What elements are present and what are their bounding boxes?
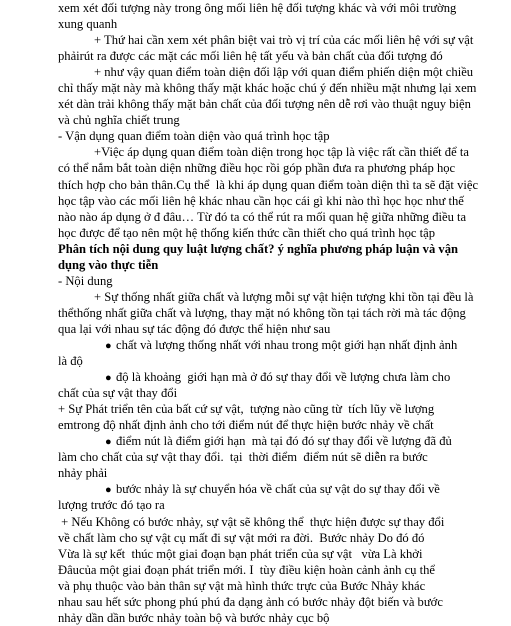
text-line: [58, 64, 503, 80]
text-line: [58, 514, 503, 530]
line-text: chất của sự vật thay đổi: [58, 386, 178, 401]
line-text: xét dàn trải không thấy mặt bản chất của đối tượng nên dễ rơi vào thuật nguy biện: [58, 97, 471, 112]
bullet-icon: ●: [105, 372, 112, 385]
line-text: Đâucủa một giai đoạn phát triển mới. I tùy điều kiện hoàn cảnh ảnh cụ thể: [58, 562, 436, 577]
text-line: [58, 160, 503, 176]
line-text: nhảy phải: [58, 466, 108, 481]
line-text: bước nhảy là sự chuyển hóa về chất của sự vật do sự thay đổi về: [116, 482, 440, 497]
line-text: và phụ thuộc vào bản thân sự vật mà hình thức trực của Bước Nhảy khác: [58, 578, 426, 593]
section-heading: [58, 241, 503, 257]
text-line: [58, 610, 503, 626]
bullet-item: [58, 481, 503, 497]
text-line: [58, 112, 503, 128]
text-line: [58, 385, 503, 401]
line-text: Phân tích nội dung quy luật lượng chất? ý nghĩa phương pháp luận và vận: [58, 241, 459, 256]
line-text: là độ: [58, 354, 83, 369]
text-line: [58, 465, 503, 481]
line-text: lượng trước đó tạo ra: [58, 498, 165, 513]
line-text: nào nào áp dụng ở đ đâu… Từ đó ta có thể rút ra mối quan hệ giữa những điều ta: [58, 209, 467, 224]
line-text: chất và lượng thống nhất với nhau trong một giới hạn nhất định ảnh: [116, 337, 458, 352]
line-text: dụng vào thực tiễn: [58, 257, 159, 272]
text-line: [58, 530, 503, 546]
text-line: [58, 128, 503, 144]
text-line: [58, 96, 503, 112]
line-text: phảirút ra được các mặt các mối liên hệ tất yếu và bản chất của đối tượng đó: [58, 49, 443, 64]
bullet-item: [58, 433, 503, 449]
line-text: thểthống nhất giữa chất và lượng, thay mặt nó không tồn tại tách rời mà tác động: [58, 305, 466, 320]
text-line: [58, 594, 503, 610]
text-line: [58, 449, 503, 465]
line-text: học tập vào các mối liên hệ khác nhau cần học cái gì khi nào thì học học như thế: [58, 193, 464, 208]
text-line: [58, 305, 503, 321]
bullet-icon: ●: [105, 484, 112, 497]
text-line: [58, 0, 503, 16]
line-text: độ là khoảng giới hạn mà ở đó sự thay đổi về lượng chưa làm cho: [116, 370, 451, 385]
line-text: thích hợp cho bản thân.Cụ thể là khi áp dụng quan điểm toàn diện thì ta sẽ đặt việc: [58, 177, 479, 192]
text-line: [58, 546, 503, 562]
line-text: về chất làm cho sự vật cụ mất đi sự vật mới ra đời. Bước nhảy Do đó đó: [58, 530, 425, 545]
line-text: qua lại với nhau sự tác động đó được thể hiện như sau: [58, 321, 331, 336]
line-text: Vừa là sự kết thúc một giai đoạn bạn phát triển của sự vật vừa Là khởi: [58, 546, 423, 561]
text-line: [58, 177, 503, 193]
text-line: [58, 289, 503, 305]
text-line: [58, 562, 503, 578]
line-text: + Thứ hai cần xem xét phân biệt vai trò vị trí của các mối liên hệ với sự vật: [94, 33, 474, 48]
line-text: và chủ nghĩa chiết trung: [58, 113, 180, 128]
text-line: [58, 417, 503, 433]
line-text: làm cho chất của sự vật thay đổi. tại thời điểm điểm nút sẽ diễn ra bước: [58, 450, 428, 465]
bullet-icon: ●: [105, 436, 112, 449]
line-text: - Vận dụng quan điểm toàn diện vào quá trình học tập: [58, 129, 330, 144]
text-line: [58, 578, 503, 594]
line-text: + như vậy quan điểm toàn diện đối lập với quan điểm phiến diện một chiều: [94, 65, 474, 80]
text-line: [58, 48, 503, 64]
text-line: [58, 321, 503, 337]
line-text: học được để tạo nên một hệ thống kiến thức cần thiết cho quá trình học tập: [58, 225, 436, 240]
text-line: [58, 497, 503, 513]
line-text: + Nếu Không có bước nhảy, sự vật sẽ không thể thực hiện được sự thay đổi: [58, 514, 445, 529]
text-line: [58, 16, 503, 32]
text-line: [58, 225, 503, 241]
bullet-icon: ●: [105, 339, 112, 352]
line-text: có thể nắm bắt toàn diện những điều học rồi góp phần đưa ra phương pháp học: [58, 161, 456, 176]
bullet-item: [58, 369, 503, 385]
line-text: chỉ thấy mặt này mà không thấy mặt khác hoặc chú ý đến nhiều mặt nhưng lại xem: [58, 81, 477, 96]
line-text: nhảy dần dần bước nhảy toàn bộ và bước nhảy cục bộ: [58, 610, 330, 625]
line-text: - Nội dung: [58, 273, 113, 288]
line-text: + Sự Phát triển tên của bất cứ sự vật, tượng nào cũng từ tích lũy về lượng: [58, 402, 435, 417]
line-text: xem xét đối tượng này trong ông mối liên hệ đối tượng khác và với môi trường: [58, 1, 457, 15]
text-line: [58, 353, 503, 369]
line-text: nhau sau hết sức phong phú phú đa dạng ảnh có bước nhảy đột biến và bước: [58, 594, 443, 609]
text-line: [58, 80, 503, 96]
document-body: [58, 0, 503, 626]
line-text: emtrong độ nhất định ảnh cho tới điểm nút để thực hiện bước nhảy về chất: [58, 418, 434, 433]
section-heading: [58, 257, 503, 273]
text-line: [58, 401, 503, 417]
text-line: [58, 32, 503, 48]
line-text: điểm nút là điểm giới hạn mà tại đó đó sự thay đổi về lượng đã đủ: [116, 434, 452, 449]
bullet-item: [58, 337, 503, 353]
text-line: [58, 193, 503, 209]
line-text: xung quanh: [58, 17, 118, 32]
line-text: +Việc áp dụng quan điểm toàn diện trong học tập là việc rất cần thiết để ta: [94, 145, 469, 160]
line-text: + Sự thống nhất giữa chất và lượng mỗi sự vật hiện tượng khi tồn tại đều là: [94, 289, 474, 304]
text-line: [58, 144, 503, 160]
text-line: [58, 273, 503, 289]
text-line: [58, 209, 503, 225]
